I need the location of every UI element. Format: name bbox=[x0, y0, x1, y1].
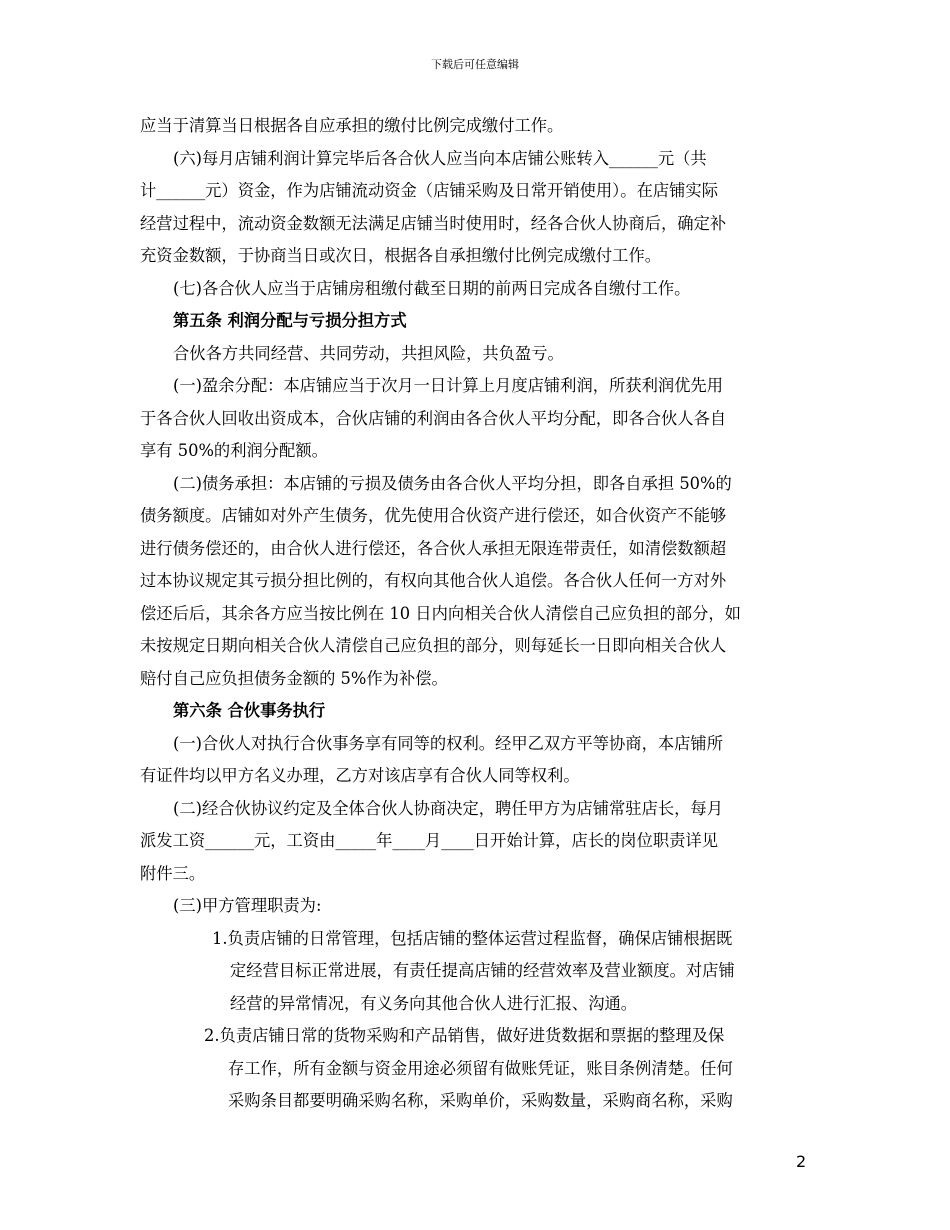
paragraph-line: 债务额度。店铺如对外产生债务，优先使用合伙资产进行偿还，如合伙资产不能够 bbox=[140, 506, 727, 525]
paragraph-line: 有证件均以甲方名义办理，乙方对该店享有合伙人同等权利。 bbox=[140, 766, 580, 785]
paragraph-line: 合伙各方共同经营、共同劳动，共担风险，共负盈亏。 bbox=[173, 343, 564, 363]
paragraph-line: 进行债务偿还的，由合伙人进行偿还，各合伙人承担无限连带责任，如清偿数额超 bbox=[140, 538, 727, 558]
list-item-continuation: 存工作，所有金额与资金用途必须留有做账凭证，账目条例清楚。任何 bbox=[228, 1058, 733, 1078]
paragraph-line: 应当于清算当日根据各自应承担的缴付比例完成缴付工作。 bbox=[140, 116, 564, 135]
document-body bbox=[140, 110, 812, 1118]
list-item: 1.负责店铺的日常管理，包括店铺的整体运营过程监督，确保店铺根据既 bbox=[212, 928, 733, 948]
list-item: 2.负责店铺日常的货物采购和产品销售，做好进货数据和票据的整理及保 bbox=[204, 1026, 725, 1045]
paragraph-line: (三)甲方管理职责为: bbox=[173, 896, 322, 915]
paragraph-line: 派发工资______元，工资由_____年____月____日开始计算，店长的岗位职责详见 bbox=[140, 831, 718, 850]
section-heading: 第五条 利润分配与亏损分担方式 bbox=[173, 311, 407, 330]
page-header: 下载后可任意编辑 bbox=[431, 58, 519, 71]
page-number: 2 bbox=[796, 1152, 807, 1171]
paragraph-line: (七)各合伙人应当于店铺房租缴付截至日期的前两日完成各自缴付工作。 bbox=[173, 278, 691, 298]
paragraph-line: (一)盈余分配：本店铺应当于次月一日计算上月度店铺利润，所获利润优先用 bbox=[173, 376, 723, 395]
paragraph-line: 未按规定日期向相关合伙人清偿自己应负担的部分，则每延长一日即向相关合伙人 bbox=[140, 636, 727, 655]
list-item-continuation: 经营的异常情况，有义务向其他合伙人进行汇报、沟通。 bbox=[230, 993, 638, 1013]
paragraph-line: 计______元）资金，作为店铺流动资金（店铺采购及日常开销使用）。在店铺实际 bbox=[140, 181, 718, 200]
paragraph-line: 享有 50%的利润分配额。 bbox=[140, 441, 328, 460]
paragraph-line: 充资金数额，于协商当日或次日，根据各自承担缴付比例完成缴付工作。 bbox=[140, 246, 662, 265]
paragraph-line: 附件三。 bbox=[140, 863, 206, 883]
paragraph-line: (二)债务承担：本店铺的亏损及债务由各合伙人平均分担，即各自承担 50%的 bbox=[173, 473, 732, 493]
list-item-continuation: 定经营目标正常进展，有责任提高店铺的经营效率及营业额度。对店铺 bbox=[230, 961, 735, 980]
paragraph-line: (一)合伙人对执行合伙事务享有同等的权利。经甲乙双方平等协商，本店铺所 bbox=[173, 733, 723, 753]
paragraph-line: (六)每月店铺利润计算完毕后各合伙人应当向本店铺公账转入______元（共 bbox=[173, 148, 707, 168]
paragraph-line: 赔付自己应负担债务金额的 5%作为补偿。 bbox=[140, 668, 448, 688]
section-heading: 第六条 合伙事务执行 bbox=[173, 701, 326, 720]
paragraph-line: 经营过程中，流动资金数额无法满足店铺当时使用时，经各合伙人协商后，确定补 bbox=[140, 213, 727, 233]
paragraph-line: (二)经合伙协议约定及全体合伙人协商决定，聘任甲方为店铺常驻店长，每月 bbox=[173, 798, 723, 818]
paragraph-line: 偿还后后，其余各方应当按比例在 10 日内向相关合伙人清偿自己应负担的部分，如 bbox=[140, 603, 741, 623]
paragraph-line: 过本协议规定其亏损分担比例的，有权向其他合伙人追偿。各合伙人任何一方对外 bbox=[140, 571, 727, 590]
paragraph-line: 于各合伙人回收出资成本，合伙店铺的利润由各合伙人平均分配，即各合伙人各自 bbox=[140, 408, 727, 428]
list-item-continuation: 采购条目都要明确采购名称，采购单价，采购数量，采购商名称，采购 bbox=[228, 1091, 733, 1110]
